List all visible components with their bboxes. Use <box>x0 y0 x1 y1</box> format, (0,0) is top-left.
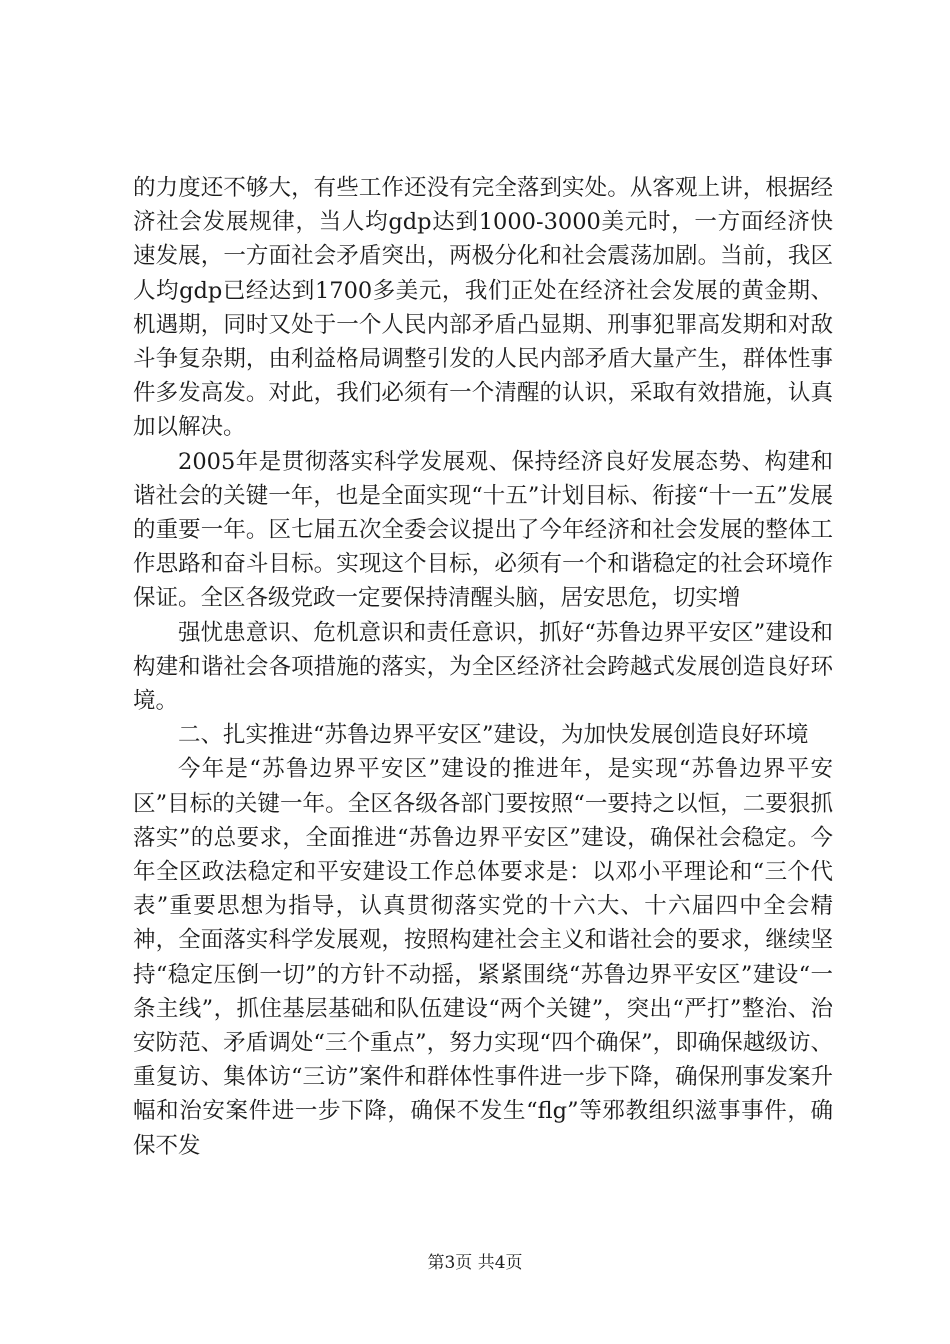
document-body <box>133 171 833 1163</box>
paragraph-2: 2005年是贯彻落实科学发展观、保持经济良好发展态势、构建和谐社会的关键一年，也是全面实现“十五”计划目标、衔接“十一五”发展的重要一年。区七届五次全委会议提出了今年经济和社会发展的整体工作思路和奋斗目标。实现这个目标，必须有一个和谐稳定的社会环境作保证。全区各级党政一定要保持清醒头脑，居安思危，切实增 <box>133 448 833 612</box>
page-footer: 第3页 共4页 <box>427 1253 523 1273</box>
paragraph-4: 今年是“苏鲁边界平安区”建设的推进年，是实现“苏鲁边界平安区”目标的关键一年。全区各级各部门要按照“一要持之以恒，二要狠抓落实”的总要求，全面推进“苏鲁边界平安区”建设，确保社会稳定。今年全区政法稳定和平安建设工作总体要求是：以邓小平理论和“三个代表”重要思想为指导，认真贯彻落实党的十六大、十六届四中全会精神，全面落实科学发展观，按照构建社会主义和谐社会的要求，继续坚持“稳定压倒一切”的方针不动摇，紧紧围绕“苏鲁边界平安区”建设“一条主线”，抓住基层基础和队伍建设“两个关键”，突出“严打”整治、治安防范、矛盾调处“三个重点”，努力实现“四个确保”，即确保越级访、重复访、集体访“三访”案件和群体性事件进一步下降，确保刑事发案升幅和治安案件进一步下降，确保不发生“flg”等邪教组织滋事事件，确保不发 <box>133 756 833 1159</box>
paragraph-3: 强忧患意识、危机意识和责任意识，抓好“苏鲁边界平安区”建设和构建和谐社会各项措施的落实，为全区经济社会跨越式发展创造良好环境。 <box>133 619 833 715</box>
paragraph-1: 的力度还不够大，有些工作还没有完全落到实处。从客观上讲，根据经济社会发展规律，当人均gdp达到1000-3000美元时，一方面经济快速发展，一方面社会矛盾突出，两极分化和社会震荡加剧。当前，我区人均gdp已经达到1700多美元，我们正处在经济社会发展的黄金期、机遇期，同时又处于一个人民内部矛盾凸显期、刑事犯罪高发期和对敌斗争复杂期，由利益格局调整引发的人民内部矛盾大量产生，群体性事件多发高发。对此，我们必须有一个清醒的认识，采取有效措施，认真加以解决。 <box>133 175 833 441</box>
section-heading: 二、扎实推进“苏鲁边界平安区”建设，为加快发展创造良好环境 <box>178 722 809 749</box>
